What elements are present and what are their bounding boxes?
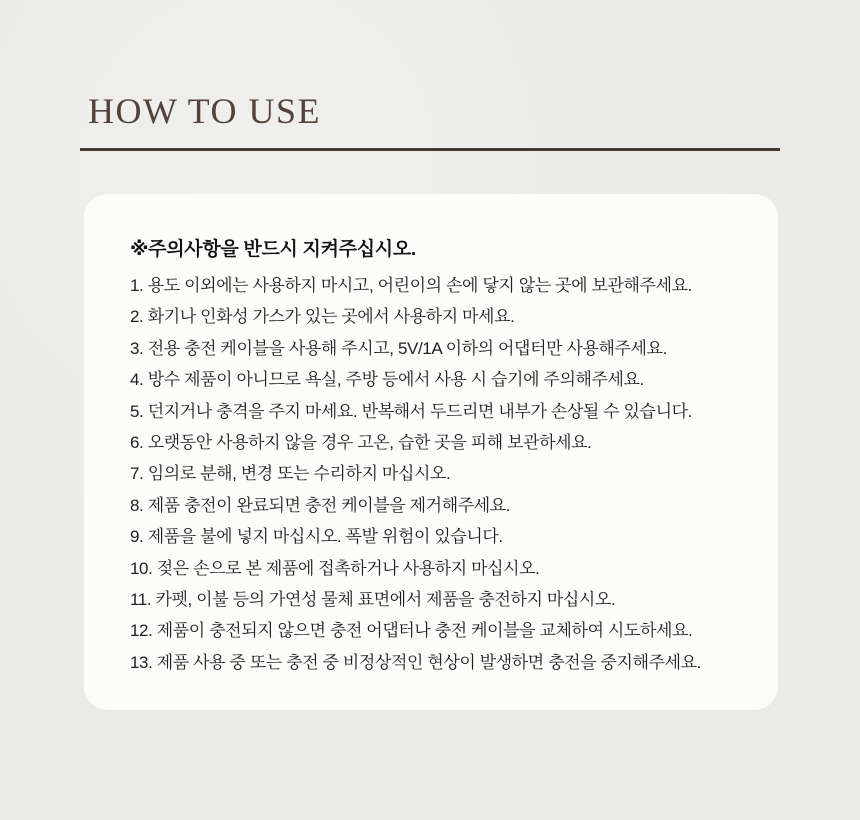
notice-item: 10. 젖은 손으로 본 제품에 접촉하거나 사용하지 마십시오. xyxy=(130,558,540,578)
notice-item: 12. 제품이 충전되지 않으면 충전 어댑터나 충전 케이블을 교체하여 시도하세요. xyxy=(130,621,693,641)
title-divider xyxy=(80,148,780,151)
notice-item: 1. 용도 이외에는 사용하지 마시고, 어린이의 손에 닿지 않는 곳에 보관해주세요. xyxy=(130,276,692,295)
notice-item: 11. 카펫, 이불 등의 가연성 물체 표면에서 제품을 충전하지 마십시오. xyxy=(130,590,616,610)
notice-item: 9. 제품을 불에 넣지 마십시오. 폭발 위험이 있습니다. xyxy=(130,527,503,547)
section-title: HOW TO USE xyxy=(88,91,322,131)
notice-item: 6. 오랫동안 사용하지 않을 경우 고온, 습한 곳을 피해 보관하세요. xyxy=(130,433,592,453)
notice-header: ※주의사항을 반드시 지켜주십시오. xyxy=(130,239,416,260)
notice-item: 3. 전용 충전 케이블을 사용해 주시고, 5V/1A 이하의 어댑터만 사용해주세요. xyxy=(130,338,667,358)
notice-item: 4. 방수 제품이 아니므로 욕실, 주방 등에서 사용 시 습기에 주의해주세요. xyxy=(130,370,644,390)
notice-list xyxy=(130,270,744,678)
notice-item: 13. 제품 사용 중 또는 충전 중 비정상적인 현상이 발생하면 충전을 중지해주세요. xyxy=(130,652,701,672)
notice-item: 7. 임의로 분해, 변경 또는 수리하지 마십시오. xyxy=(130,464,451,484)
notice-item: 8. 제품 충전이 완료되면 충전 케이블을 제거해주세요. xyxy=(130,495,511,515)
notice-card xyxy=(84,194,778,710)
notice-item: 2. 화기나 인화성 가스가 있는 곳에서 사용하지 마세요. xyxy=(130,307,515,327)
notice-item: 5. 던지거나 충격을 주지 마세요. 반복해서 두드리면 내부가 손상될 수 있습니다. xyxy=(130,401,692,421)
